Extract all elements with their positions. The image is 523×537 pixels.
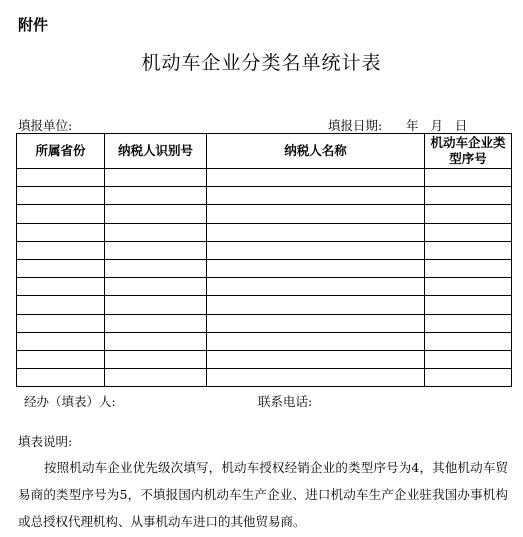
table-row	[17, 332, 512, 350]
table-cell[interactable]	[105, 369, 207, 387]
table-cell[interactable]	[425, 187, 512, 205]
notes-title: 填表说明:	[18, 434, 73, 449]
table-cell[interactable]	[105, 205, 207, 223]
table-row	[17, 296, 512, 314]
filler-unit-label: 填报单位:	[18, 118, 73, 133]
table-cell[interactable]	[425, 350, 512, 368]
table-cell[interactable]	[207, 223, 425, 241]
table-cell[interactable]	[17, 187, 105, 205]
table-row	[17, 314, 512, 332]
header-taxpayer-id: 纳税人识别号	[105, 134, 207, 169]
table-cell[interactable]	[17, 350, 105, 368]
table-cell[interactable]	[17, 296, 105, 314]
enterprise-list-table	[16, 133, 512, 387]
fill-date-label: 填报日期: 年 月 日	[328, 118, 468, 133]
table-cell[interactable]	[425, 223, 512, 241]
header-taxpayer-name: 纳税人名称	[207, 134, 425, 169]
table-cell[interactable]	[105, 223, 207, 241]
table-cell[interactable]	[207, 332, 425, 350]
table-cell[interactable]	[425, 259, 512, 277]
table-cell[interactable]	[105, 332, 207, 350]
table-cell[interactable]	[425, 241, 512, 259]
table-cell[interactable]	[105, 314, 207, 332]
table-cell[interactable]	[17, 332, 105, 350]
table-cell[interactable]	[105, 241, 207, 259]
table-cell[interactable]	[207, 259, 425, 277]
table-cell[interactable]	[105, 169, 207, 187]
table-cell[interactable]	[207, 369, 425, 387]
table-cell[interactable]	[425, 169, 512, 187]
page-title: 机动车企业分类名单统计表	[141, 52, 382, 74]
table-cell[interactable]	[17, 205, 105, 223]
phone-label: 联系电话:	[258, 394, 313, 409]
table-cell[interactable]	[17, 223, 105, 241]
table-cell[interactable]	[207, 314, 425, 332]
table-cell[interactable]	[105, 259, 207, 277]
table-row	[17, 278, 512, 296]
table-cell[interactable]	[17, 369, 105, 387]
attachment-label: 附件	[18, 16, 49, 34]
table-cell[interactable]	[17, 241, 105, 259]
table-cell[interactable]	[425, 314, 512, 332]
table-cell[interactable]	[425, 369, 512, 387]
table-cell[interactable]	[207, 169, 425, 187]
table-cell[interactable]	[425, 332, 512, 350]
table-cell[interactable]	[105, 296, 207, 314]
table-cell[interactable]	[425, 296, 512, 314]
table-row	[17, 350, 512, 368]
table-cell[interactable]	[207, 350, 425, 368]
table-cell[interactable]	[207, 205, 425, 223]
table-cell[interactable]	[425, 205, 512, 223]
table-row	[17, 369, 512, 387]
table-row	[17, 223, 512, 241]
table-cell[interactable]	[425, 278, 512, 296]
notes-body: 按照机动车企业优先级次填写，机动车授权经销企业的类型序号为4，其他机动车贸易商的类型序号为5，不填报国内机动车生产企业、进口机动车生产企业驻我国办事机构或总授权代理机构、从事机动车进口的其他贸易商。	[18, 460, 508, 529]
table-row	[17, 259, 512, 277]
table-cell[interactable]	[105, 350, 207, 368]
table-row	[17, 169, 512, 187]
table-row	[17, 205, 512, 223]
handler-label: 经办（填表）人:	[24, 394, 116, 409]
table-cell[interactable]	[17, 314, 105, 332]
table-header-row	[17, 134, 512, 169]
table-cell[interactable]	[17, 278, 105, 296]
table-cell[interactable]	[105, 278, 207, 296]
header-province: 所属省份	[17, 134, 105, 169]
header-enterprise-type: 机动车企业类型序号	[425, 134, 512, 169]
table-cell[interactable]	[105, 187, 207, 205]
table-cell[interactable]	[17, 259, 105, 277]
table-cell[interactable]	[207, 296, 425, 314]
table-cell[interactable]	[17, 169, 105, 187]
table-row	[17, 187, 512, 205]
table-cell[interactable]	[207, 187, 425, 205]
table-cell[interactable]	[207, 278, 425, 296]
table-row	[17, 241, 512, 259]
table-cell[interactable]	[207, 241, 425, 259]
